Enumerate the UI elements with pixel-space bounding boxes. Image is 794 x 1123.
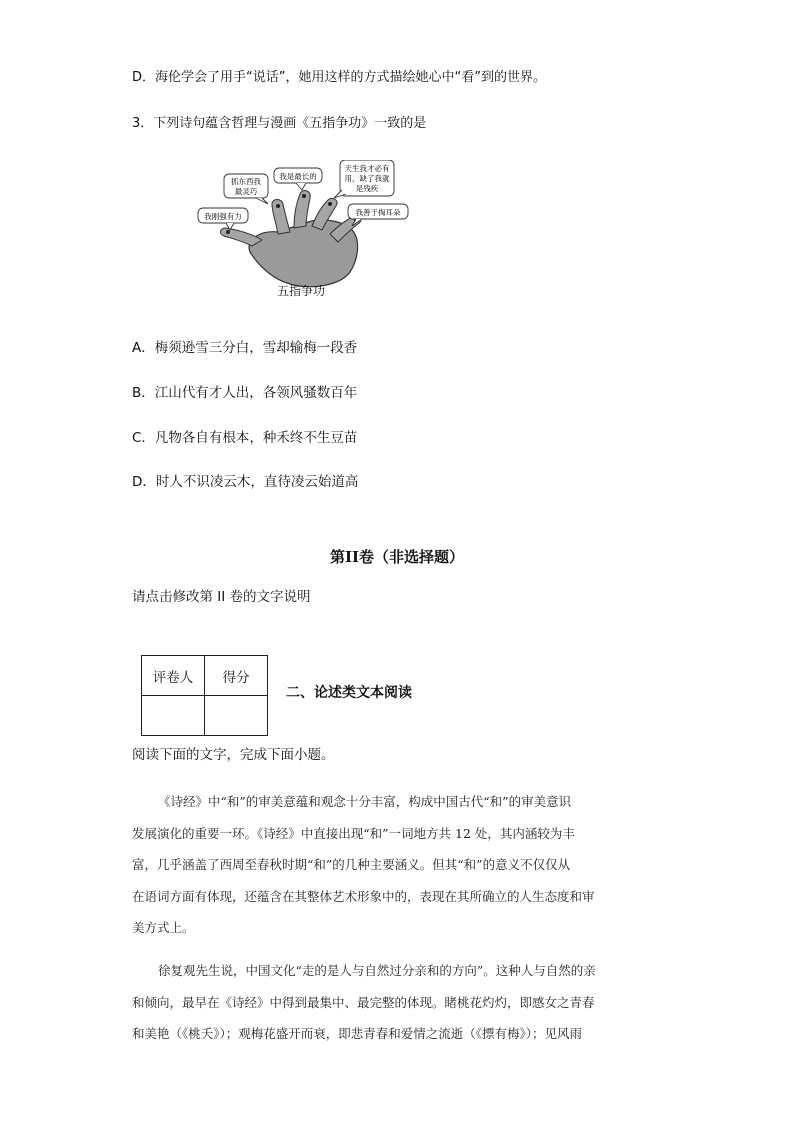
question3-option-b: B．江山代有才人出，各领风骚数百年	[132, 385, 358, 401]
svg-text:是残疾: 是残疾	[355, 184, 379, 193]
passage-line: 美方式上。	[132, 920, 195, 935]
passage-paragraph-2	[132, 955, 662, 1050]
bubble-thumb	[198, 208, 248, 230]
passage-line: 和倾向，最早在《诗经》中得到最集中、最完整的体现。睹桃花灼灼，即感女之青春	[132, 994, 595, 1010]
bubble-index	[224, 174, 268, 204]
passage-line: 发展演化的重要一环。《诗经》中直接出现“和”一词地方共 12 处，其内涵较为丰	[132, 825, 575, 841]
score-table-grader-cell[interactable]	[142, 696, 205, 736]
score-table-header-score: 得分	[205, 656, 268, 696]
svg-text:用，缺了我就: 用，缺了我就	[344, 174, 390, 183]
svg-text:最灵巧: 最灵巧	[234, 187, 258, 196]
passage-line: 《诗经》中“和”的审美意蕴和观念十分丰富，构成中国古代“和”的审美意识	[158, 794, 572, 809]
passage-line: 和美艳（《桃夭》）；观梅花盛开而衰，即悲青春和爱情之流逝（《摽有梅》）；见风雨	[132, 1026, 583, 1041]
score-table-header-grader: 评卷人	[142, 656, 205, 696]
five-fingers-cartoon	[190, 160, 420, 300]
passage-line: 富，几乎涵盖了西周至春秋时期“和”的几种主要涵义。但其“和”的意义不仅仅从	[132, 857, 571, 872]
score-table	[141, 655, 268, 736]
question2-option-d: D．海伦学会了用手“说话”，她用这样的方式描绘她心中“看”到的世界。	[132, 70, 546, 85]
figure-caption: 五指争功	[277, 284, 326, 298]
passage-line: 在语词方面有体现，还蕴含在其整体艺术形象中的，表现在其所确立的人生态度和审	[132, 888, 595, 904]
section-title: 第II卷（非选择题）	[329, 548, 465, 566]
bubble-middle-text: 我是最长的	[279, 172, 317, 181]
question3-option-c: C．凡物各自有根本，种禾终不生豆苗	[132, 430, 358, 446]
section-note[interactable]: 请点击修改第 II 卷的文字说明	[132, 589, 311, 605]
score-table-score-cell[interactable]	[205, 696, 268, 736]
question3-stem: 3．下列诗句蕴含哲理与漫画《五指争功》一致的是	[132, 116, 427, 131]
part-title: 二、论述类文本阅读	[286, 685, 412, 701]
svg-text:抓东西我: 抓东西我	[231, 177, 261, 186]
passage-line: 徐复观先生说，中国文化“走的是人与自然过分亲和的方向”。这种人与自然的亲	[158, 963, 596, 978]
bubble-ring	[334, 160, 394, 198]
bubble-pinky-text: 我善于掏耳朵	[355, 208, 401, 217]
svg-text:天生我才必有: 天生我才必有	[344, 164, 390, 173]
passage-paragraph-1	[132, 786, 662, 944]
bubble-pinky	[348, 204, 408, 226]
finger-index	[272, 200, 290, 235]
question3-option-a: A．梅须逊雪三分白，雪却输梅一段香	[132, 340, 358, 356]
bubble-middle	[274, 168, 322, 190]
question3-option-d: D．时人不识凌云木，直待凌云始道高	[132, 474, 359, 490]
reading-intro: 阅读下面的文字，完成下面小题。	[132, 747, 335, 763]
bubble-thumb-text: 我刚强有力	[204, 212, 242, 221]
